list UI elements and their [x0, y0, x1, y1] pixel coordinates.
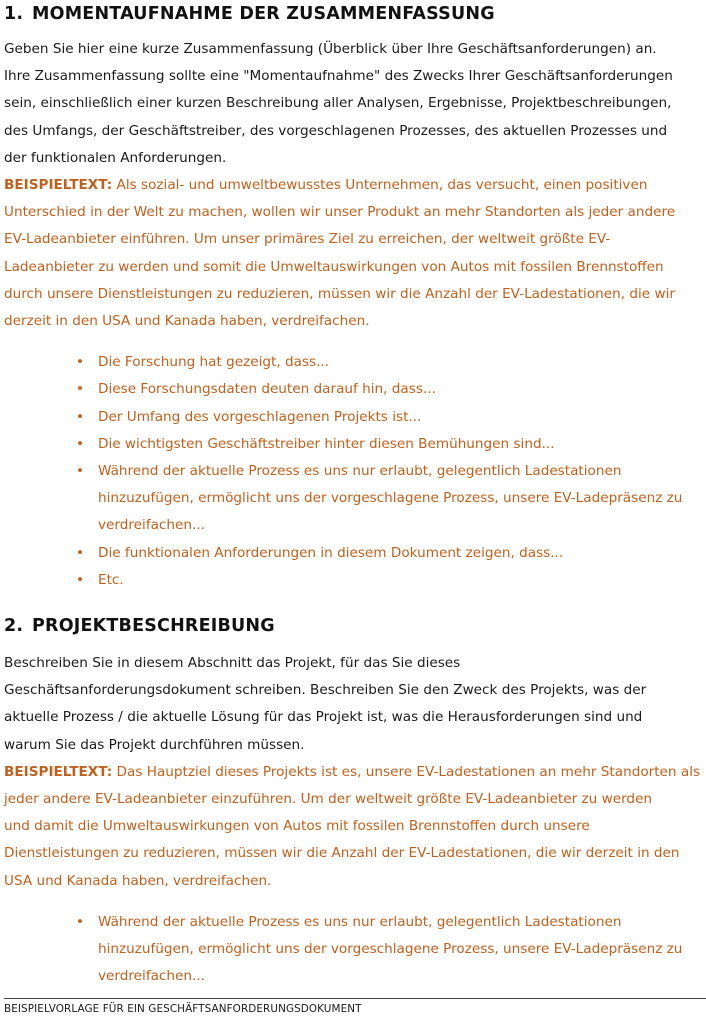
list-item-text: Während der aktuelle Prozess es uns nur erlaubt, gelegentlich Ladestationen	[98, 913, 622, 930]
example-line: derzeit in den USA und Kanada haben, verdreifachen.	[4, 313, 370, 330]
section1-intro	[4, 36, 704, 172]
page-footer: BEISPIELVORLAGE FÜR EIN GESCHÄFTSANFORDERUNGSDOKUMENT	[4, 1003, 362, 1015]
footer-divider	[4, 998, 706, 999]
list-item	[76, 909, 704, 991]
list-item-text: Der Umfang des vorgeschlagenen Projekts ist...	[98, 408, 422, 425]
list-item	[76, 376, 704, 403]
intro-line: warum Sie das Projekt durchführen müssen.	[4, 736, 305, 753]
intro-line: der funktionalen Anforderungen.	[4, 149, 227, 166]
intro-line: Geben Sie hier eine kurze Zusammenfassung (Überblick über Ihre Geschäftsanforderungen) an.	[4, 41, 657, 57]
list-item	[76, 431, 704, 458]
list-item	[76, 404, 704, 431]
list-item-text: hinzuzufügen, ermöglicht uns der vorgeschlagene Prozess, unsere EV-Ladepräsenz zu	[98, 941, 683, 958]
bullet-dot-icon: •	[76, 463, 85, 480]
list-item-text: Die funktionalen Anforderungen in diesem Dokument zeigen, dass...	[98, 544, 564, 561]
section1-example	[4, 172, 704, 335]
example-line: durch unsere Dienstleistungen zu reduzieren, müssen wir die Anzahl der EV-Ladestationen, die wir	[4, 285, 675, 302]
bullet-dot-icon: •	[76, 435, 85, 452]
bullet-dot-icon: •	[76, 354, 85, 371]
bullet-dot-icon: •	[76, 571, 85, 588]
example-line: USA und Kanada haben, verdreifachen.	[4, 872, 272, 889]
section2-bullet-list	[4, 909, 704, 991]
section-title: MOMENTAUFNAHME DER ZUSAMMENFASSUNG	[32, 4, 495, 24]
section-number: 2.	[4, 616, 24, 637]
list-item	[76, 540, 704, 567]
section-heading	[4, 2, 704, 26]
intro-line: Geschäftsanforderungsdokument schreiben. Beschreiben Sie den Zweck des Projekts, was der	[4, 682, 647, 699]
example-text: Als sozial- und umweltbewusstes Unternehmen, das versucht, einen positiven	[112, 177, 648, 194]
list-item-text: Während der aktuelle Prozess es uns nur erlaubt, gelegentlich Ladestationen	[98, 463, 622, 480]
intro-line: aktuelle Prozess / die aktuelle Lösung für das Projekt ist, was die Herausforderungen sind und	[4, 709, 643, 726]
example-line: Ladeanbieter zu werden und somit die Umweltauswirkungen von Autos mit fossilen Brennstoffen	[4, 258, 664, 275]
list-item-text: Die Forschung hat gezeigt, dass...	[98, 354, 330, 371]
bullet-dot-icon: •	[76, 913, 85, 930]
intro-line: Beschreiben Sie in diesem Abschnitt das Projekt, für das Sie dieses	[4, 655, 461, 672]
example-line: Dienstleistungen zu reduzieren, müssen wir die Anzahl der EV-Ladestationen, die wir derzeit in den	[4, 845, 680, 862]
example-tag: BEISPIELTEXT:	[4, 177, 113, 194]
bullet-dot-icon: •	[76, 408, 85, 425]
list-item-text: Diese Forschungsdaten deuten darauf hin, dass...	[98, 381, 436, 398]
example-line: und damit die Umweltauswirkungen von Autos mit fossilen Brennstoffen durch unsere	[4, 818, 590, 835]
example-line	[4, 759, 704, 786]
document-page	[4, 0, 704, 991]
bullet-dot-icon: •	[76, 381, 85, 398]
example-tag: BEISPIELTEXT:	[4, 763, 113, 780]
list-item	[76, 567, 704, 594]
section2-example	[4, 759, 704, 895]
intro-line: Ihre Zusammenfassung sollte eine "Momentaufnahme" des Zwecks Ihrer Geschäftsanforderungen	[4, 68, 673, 85]
example-text: Das Hauptziel dieses Projekts ist es, unsere EV-Ladestationen an mehr Standorten als	[112, 763, 701, 780]
list-item-text: Etc.	[98, 571, 124, 588]
section-title: PROJEKTBESCHREIBUNG	[32, 616, 275, 637]
list-item-text: Die wichtigsten Geschäftstreiber hinter diesen Bemühungen sind...	[98, 435, 555, 452]
list-item	[76, 458, 704, 540]
list-item	[76, 349, 704, 376]
intro-line: sein, einschließlich einer kurzen Beschreibung aller Analysen, Ergebnisse, Projektbeschreibungen,	[4, 95, 672, 112]
example-line	[4, 172, 704, 199]
list-item-text: verdreifachen...	[98, 968, 205, 985]
example-line: Unterschied in der Welt zu machen, wollen wir unser Produkt an mehr Standorten als jeder andere	[4, 204, 676, 221]
section-number: 1.	[4, 4, 24, 24]
section1-bullet-list	[4, 349, 704, 594]
section2-intro	[4, 650, 704, 759]
example-line: EV-Ladeanbieter einführen. Um unser primäres Ziel zu erreichen, der weltweit größte EV-	[4, 231, 611, 248]
list-item-text: hinzuzufügen, ermöglicht uns der vorgeschlagene Prozess, unsere EV-Ladepräsenz zu	[98, 490, 683, 507]
bullet-dot-icon: •	[76, 544, 85, 561]
example-line: jeder andere EV-Ladeanbieter einzuführen. Um der weltweit größte EV-Ladeanbieter zu werden	[4, 791, 653, 808]
list-item-text: verdreifachen...	[98, 517, 205, 534]
section-heading	[4, 614, 704, 638]
intro-line: des Umfangs, der Geschäftstreiber, des vorgeschlagenen Prozesses, des aktuellen Prozesses und	[4, 122, 668, 139]
